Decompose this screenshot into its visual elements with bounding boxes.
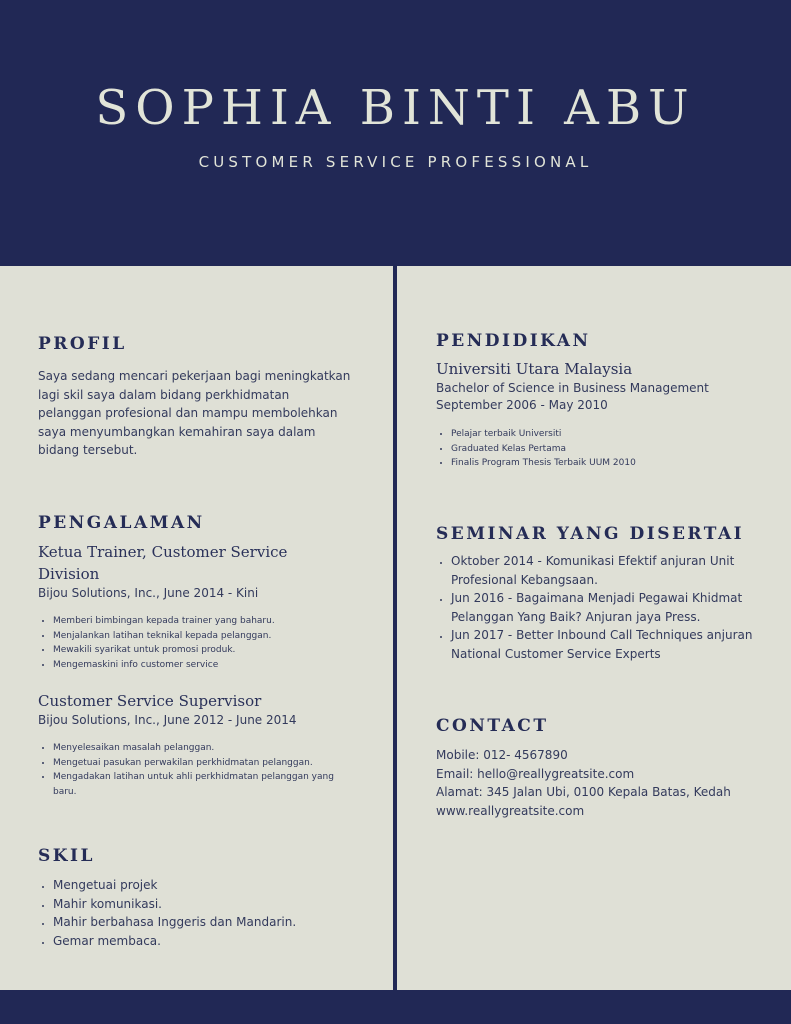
pendidikan-section bbox=[436, 331, 766, 471]
contact-section bbox=[436, 716, 766, 820]
skil-heading: SKIL bbox=[38, 846, 95, 866]
degree: Bachelor of Science in Business Management bbox=[436, 381, 709, 395]
header-banner bbox=[0, 0, 791, 266]
list-item: • Pelajar terbaik Universiti bbox=[451, 427, 766, 442]
job-entry-1 bbox=[38, 541, 308, 672]
list-item: • Jun 2017 - Better Inbound Call Techniques anjuran National Customer Service Experts bbox=[451, 626, 761, 663]
list-item: • Memberi bimbingan kepada trainer yang baharu. bbox=[53, 614, 308, 629]
contact-email: Email: hello@reallygreatsite.com bbox=[436, 766, 635, 781]
pendidikan-heading: PENDIDIKAN bbox=[436, 331, 591, 351]
job-points bbox=[38, 741, 353, 799]
seminar-section bbox=[436, 524, 766, 663]
list-item: • Mengemaskini info customer service bbox=[53, 658, 308, 673]
study-dates: September 2006 - May 2010 bbox=[436, 398, 608, 412]
candidate-title: CUSTOMER SERVICE PROFESSIONAL bbox=[198, 153, 593, 171]
pengalaman-section bbox=[38, 513, 358, 799]
list-item: • Jun 2016 - Bagaimana Menjadi Pegawai Khidmat Pelanggan Yang Baik? Anjuran jaya Press. bbox=[451, 589, 761, 626]
job-entry-2 bbox=[38, 690, 358, 799]
list-item: • Mengetuai projek bbox=[53, 876, 358, 895]
contact-heading: CONTACT bbox=[436, 716, 549, 736]
list-item: • Mahir komunikasi. bbox=[53, 895, 358, 914]
profil-text: Saya sedang mencari pekerjaan bagi meningkatkan lagi skil saya dalam bidang perkhidmatan pelanggan profesional dan mampu membolehkan saya menyumbangkan kemahiran saya dalam bidang tersebut. bbox=[38, 369, 351, 457]
job-points bbox=[38, 614, 308, 672]
skil-section bbox=[38, 846, 358, 950]
list-item: • Mewakili syarikat untuk promosi produk. bbox=[53, 643, 308, 658]
profil-heading: PROFIL bbox=[38, 334, 127, 354]
list-item: • Finalis Program Thesis Terbaik UUM 2010 bbox=[451, 456, 766, 471]
job-meta: Bijou Solutions, Inc., June 2014 - Kini bbox=[38, 586, 259, 600]
contact-website: www.reallygreatsite.com bbox=[436, 803, 585, 818]
list-item: • Mahir berbahasa Inggeris dan Mandarin. bbox=[53, 913, 358, 932]
list-item: • Oktober 2014 - Komunikasi Efektif anjuran Unit Profesional Kebangsaan. bbox=[451, 552, 761, 589]
column-divider bbox=[393, 266, 397, 990]
contact-address: Alamat: 345 Jalan Ubi, 0100 Kepala Batas, Kedah bbox=[436, 785, 731, 799]
pendidikan-points bbox=[436, 427, 766, 471]
candidate-name: SOPHIA BINTI ABU bbox=[95, 80, 696, 136]
seminar-heading: SEMINAR YANG DISERTAI bbox=[436, 524, 745, 544]
contact-details bbox=[436, 746, 766, 820]
seminar-list bbox=[436, 552, 761, 663]
list-item: • Menjalankan latihan teknikal kepada pelanggan. bbox=[53, 629, 308, 644]
list-item: • Mengetuai pasukan perwakilan perkhidmatan pelanggan. bbox=[53, 756, 353, 771]
contact-mobile: Mobile: 012- 4567890 bbox=[436, 748, 568, 762]
skil-list bbox=[38, 876, 358, 950]
list-item: • Mengadakan latihan untuk ahli perkhidmatan pelanggan yang baru. bbox=[53, 770, 353, 799]
profil-section bbox=[38, 334, 358, 460]
job-title: Customer Service Supervisor bbox=[38, 692, 262, 710]
list-item: • Menyelesaikan masalah pelanggan. bbox=[53, 741, 353, 756]
pengalaman-heading: PENGALAMAN bbox=[38, 513, 205, 533]
job-meta: Bijou Solutions, Inc., June 2012 - June 2014 bbox=[38, 713, 297, 727]
school-name: Universiti Utara Malaysia bbox=[436, 360, 633, 378]
footer-band bbox=[0, 990, 791, 1024]
list-item: • Gemar membaca. bbox=[53, 932, 358, 951]
list-item: • Graduated Kelas Pertama bbox=[451, 442, 766, 457]
job-title: Ketua Trainer, Customer Service Division bbox=[38, 543, 288, 583]
